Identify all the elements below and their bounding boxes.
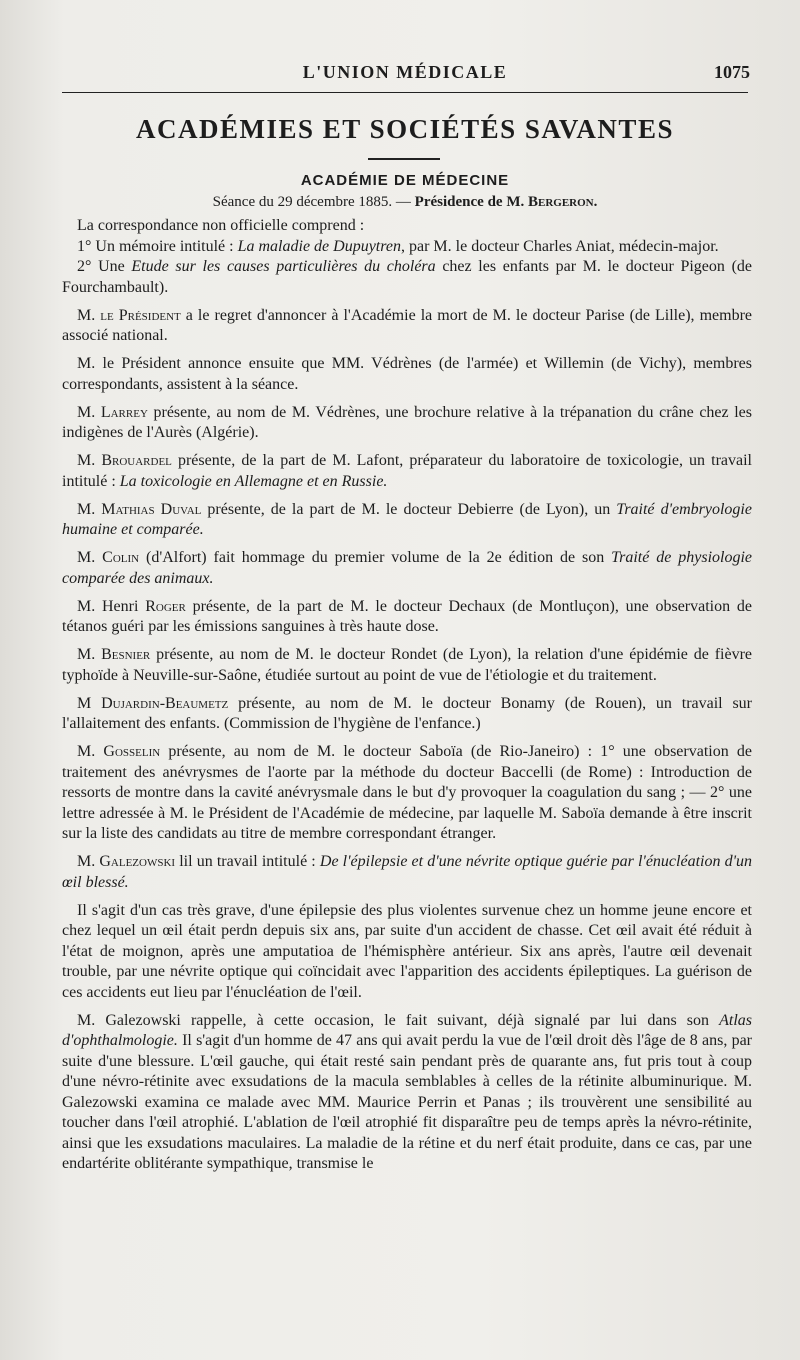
paragraph-text: présente, au nom de M. le docteur Bonamy (de Rouen), un travail sur l'allaitement des enfants. (Commission de l'hygiène de l'enfance.) [62,694,753,732]
work-title: Etude sur les causes particulières du choléra [131,258,436,275]
paragraph-text: M. [77,500,102,518]
speaker-name: Besnier [101,646,151,663]
subsection-title: ACADÉMIE DE MÉDECINE [300,172,510,189]
paragraph-galezowski [62,852,752,893]
paragraph-text: M. [77,452,102,469]
seance-president: Bergeron. [527,194,598,210]
paragraph-besnier [62,645,752,686]
paragraph-text: M. Henri [77,597,146,615]
paragraph-members [62,354,752,395]
speaker-name: Larrey [100,403,148,421]
paragraph-text: , par M. le docteur Charles Aniat, médecin-major. [400,237,719,255]
paragraph-dujardin-beaumetz [62,694,752,735]
paragraph-text: présente, de la part de M. Lafont, préparateur du laboratoire de toxicologie, un travail intitulé : [62,452,753,490]
paragraph-text: M. [77,403,101,421]
paragraph-text: M. [77,853,100,870]
paragraph-brouardel [62,451,752,492]
paragraph-text: M. [77,306,101,324]
speaker-name: Roger [145,597,186,615]
work-title: Traité de physiologie comparée des animaux. [62,549,753,587]
paragraph-text: présente, au nom de M. Védrènes, une brochure relative à la trépanation du crâne chez les indigènes de l'Aurès (Algérie). [62,403,752,441]
speaker-name: Colin [102,549,140,566]
header-rule [62,92,748,93]
work-title: La toxicologie en Allemagne et en Russie. [119,472,388,490]
paragraph-epilepsy-case [62,901,752,1004]
speaker-name: Mathias Duval [101,500,202,518]
paragraph-text: M. [77,646,102,663]
journal-title: L'UNION MÉDICALE [302,62,508,82]
seance-presidence: Présidence de M. [414,194,528,210]
paragraph-text: chez les enfants par M. le docteur Pigeon (de Fourchambault). [62,258,752,296]
running-head [60,58,750,90]
speaker-name: Galezowski [99,853,176,870]
paragraph-text: présente, au nom de M. le docteur Rondet (de Lyon), la relation d'une épidémie de fièvre typhoïde à Neuville-sur-Saône, étudiée surtout au point de vue de l'étiologie et du traitement. [62,646,753,684]
paragraph-item-1 [62,237,752,258]
paragraph-text: Il s'agit d'un homme de 47 ans qui avait perdu la vue de l'œil droit dès l'âge de 8 ans, par suite d'une blessure. L'œil gauche, qui était resté sain pendant près de quarante ans, fut pris tout à coup d'une névro-rétinite avec exsudations de la macula semblables à celles de la rétinite albuminurique. M. Galezowski examina ce malade avec MM. Maurice Perrin et Panas ; ils trouvèrent une sensibilité au toucher dans l'œil atrophié. L'ablation de l'œil atrophié fit disparaître peu de temps après la névro-rétinite, ainsi que les exsudations maculaires. La maladie de la rétine et du nerf était produite, dans ce cas, par une endartérite oblitérante sympathique, transmise le [62,1032,752,1172]
work-title: De l'épilepsie et d'une névrite optique guérie par l'énucléation d'un œil blessé. [62,853,753,891]
paragraph-text: M. Galezowski rappelle, à cette occasion, le fait suivant, déjà signalé par lui dans son [77,1011,720,1029]
paragraph-duval [62,500,752,541]
seance-date: Séance du 29 décembre 1885. — [212,194,415,210]
speaker-name: Dujardin-Beaumetz [101,694,229,712]
paragraph-text: (d'Alfort) fait hommage du premier volume de la 2e édition de son [139,549,612,566]
paragraph-item-2 [62,257,752,298]
paragraph-galezowski-atlas [62,1011,752,1175]
speaker-name: Gosselin [103,743,161,760]
title-rule [368,158,440,160]
paragraph-text: présente, de la part de M. le docteur Dechaux (de Montluçon), une observation de tétanos guéri par les émissions sanguines à très haute dose. [62,597,752,635]
paragraph-text: M [77,694,102,712]
paragraph-text: présente, au nom de M. le docteur Saboïa (de Rio-Janeiro) : 1° une observation de traitement des anévrysmes de l'aorte par la méthode du docteur Baccelli (de Rome) : Introduction de ressorts de montre dans la cavité anévrysmale dans le but d'y provoquer la coagulation du sang ; — 2° une lettre adressée à M. le Président de l'Académie de médecine, par laquelle M. Saboïa demande à être inscrit sur la liste des candidats au titre de membre correspondant étranger. [62,743,752,842]
speaker-name: le Président [100,306,181,324]
paragraph-text: lil un travail intitulé : [175,853,320,870]
paragraph-text: a le regret d'annoncer à l'Académie la mort de M. le docteur Parise (de Lille), membre associé national. [62,306,753,344]
paragraph-text: La correspondance non officielle comprend : [77,217,365,234]
paragraph-larrey [62,403,752,444]
work-title: Traité d'embryologie humaine et comparée. [62,500,752,538]
paragraph-correspondance [62,216,752,237]
paragraph-colin [62,548,752,589]
seance-line [60,194,750,211]
article-body [62,216,752,1182]
paragraph-text: présente, de la part de M. le docteur Debierre (de Lyon), un [201,500,617,518]
section-title: ACADÉMIES ET SOCIÉTÉS SAVANTES [136,114,674,144]
paragraph-text: Il s'agit d'un cas très grave, d'une épilepsie des plus violentes survenue chez un homme jeune encore et chez lequel un œil était perdn depuis six ans, par suite d'un accident de chasse. Cet œil avait été réduit à l'état de moignon, après une amputatioa de l'hémisphère antérieur. Six ans après, l'autre œil devenait trouble, par une névrite optique qui coïncidait avec l'apparition des accidents épileptiques. La guérison de ces accidents eut lieu par l'énucléation de l'œil. [62,901,752,1001]
paragraph-president [62,306,752,347]
paragraph-text: M. [77,743,104,760]
paragraph-roger [62,597,752,638]
work-title: Atlas d'ophthalmologie. [62,1011,752,1049]
paragraph-text: M. [77,549,103,566]
paragraph-text: 1° Un mémoire intitulé : [77,237,238,255]
speaker-name: Brouardel [101,452,172,469]
work-title: La maladie de Dupuytren [237,237,401,255]
paragraph-text: M. le Président annonce ensuite que MM. Védrènes (de l'armée) et Willemin (de Vichy), membres correspondants, assistent à la séance. [62,355,752,393]
paragraph-text: 2° Une [77,258,132,275]
page-number: 1075 [714,62,750,82]
paragraph-gosselin [62,742,752,845]
